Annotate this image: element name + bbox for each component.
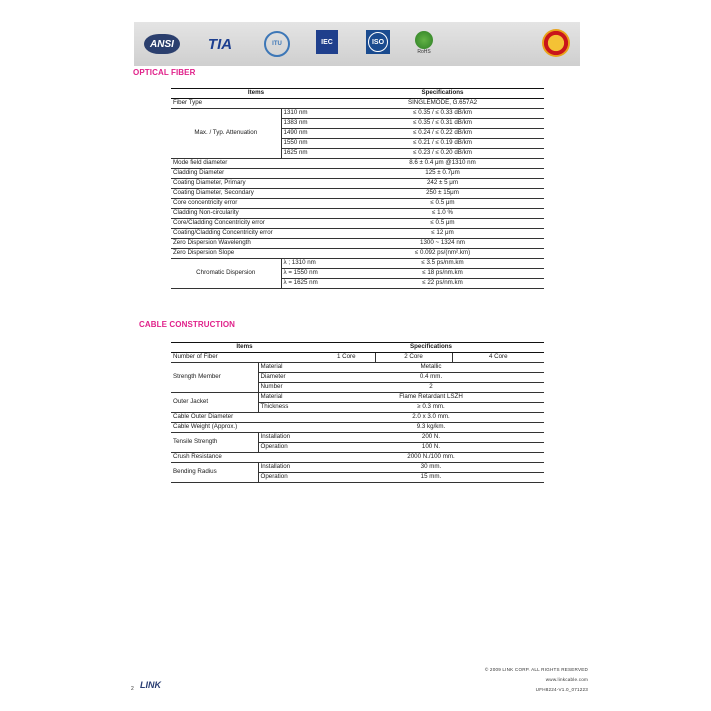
iec-logo: IEC (316, 30, 338, 54)
table-row (171, 179, 544, 189)
tia-logo: TIA (207, 35, 233, 53)
row-label: Tensile Strength (171, 433, 258, 453)
sub-label: Diameter (258, 373, 318, 383)
sub-label: Number (258, 383, 318, 393)
row-label: Cable Weight (Approx.) (171, 423, 318, 433)
table-row (171, 433, 544, 443)
row-label: Core concentricity error (171, 199, 341, 209)
row-label: Outer Jacket (171, 393, 258, 413)
row-value: ≥ 0.3 mm. (318, 403, 544, 413)
row-value: 2000 N./100 mm. (318, 453, 544, 463)
sub-label: Material (258, 363, 318, 373)
row-value: Metallic (318, 363, 544, 373)
row-label: Zero Dispersion Wavelength (171, 239, 341, 249)
table-row (171, 239, 544, 249)
table-row (171, 249, 544, 259)
iso-logo: ISO (366, 30, 390, 54)
row-label: Coating Diameter, Primary (171, 179, 341, 189)
row-value: ≤ 0.5 μm (341, 199, 544, 209)
table-row (171, 423, 544, 433)
row-value: ≤ 0.23 / ≤ 0.20 dB/km (341, 149, 544, 159)
row-value: ≤ 1.0 % (341, 209, 544, 219)
row-value: 242 ± 5 μm (341, 179, 544, 189)
itu-logo: ITU (264, 31, 290, 57)
table-row (171, 169, 544, 179)
row-value: 30 mm. (318, 463, 544, 473)
row-value: ≤ 18 ps/nm.km (341, 269, 544, 279)
table-row (171, 199, 544, 209)
wavelength-cell: 1383 nm (281, 119, 341, 129)
row-label: Bending Radius (171, 463, 258, 483)
row-value: 9.3 kg/km. (318, 423, 544, 433)
table-row (171, 453, 544, 463)
page-number: 2 (131, 686, 134, 692)
header-items: Items (171, 89, 341, 99)
table-row (171, 363, 544, 373)
row-label: Number of Fiber (171, 353, 318, 363)
table-header-row (171, 343, 544, 353)
row-value: SINGLEMODE, G.657A2 (341, 99, 544, 109)
table-row (171, 463, 544, 473)
optical-fiber-title: OPTICAL FIBER (133, 68, 196, 77)
row-value: 1300 ~ 1324 nm (341, 239, 544, 249)
wavelength-cell: 1310 nm (281, 109, 341, 119)
row-value: 15 mm. (318, 473, 544, 483)
row-value: 2.0 x 3.0 mm. (318, 413, 544, 423)
header-items: Items (171, 343, 318, 353)
row-label: Coating Diameter, Secondary (171, 189, 341, 199)
row-value: ≤ 12 μm (341, 229, 544, 239)
wavelength-cell: 1490 nm (281, 129, 341, 139)
wavelength-cell: λ = 1625 nm (281, 279, 341, 289)
table-row (171, 209, 544, 219)
row-value: 125 ± 0.7μm (341, 169, 544, 179)
sub-label: Installation (258, 433, 318, 443)
row-value: 250 ± 15μm (341, 189, 544, 199)
row-value: ≤ 0.35 / ≤ 0.33 dB/km (341, 109, 544, 119)
wavelength-cell: λ ; 1310 nm (281, 259, 341, 269)
cable-construction-table (171, 342, 544, 483)
table-row (171, 353, 544, 363)
sub-label: Operation (258, 473, 318, 483)
row-label: Crush Resistance (171, 453, 318, 463)
row-value: ≤ 0.5 μm (341, 219, 544, 229)
header-specifications: Specifications (341, 89, 544, 99)
wavelength-cell: 1625 nm (281, 149, 341, 159)
row-label: Cladding Diameter (171, 169, 341, 179)
table-row (171, 159, 544, 169)
optical-fiber-table (171, 88, 544, 289)
header-specifications: Specifications (318, 343, 544, 353)
sub-label: Thickness (258, 403, 318, 413)
row-value: 8.6 ± 0.4 μm @1310 nm (341, 159, 544, 169)
award-seal-icon (540, 26, 572, 60)
cable-construction-title: CABLE CONSTRUCTION (139, 320, 236, 329)
document-code: UFH8224-V1.0_071223 (535, 687, 588, 692)
certification-logo-banner (134, 22, 580, 66)
row-value: ≤ 22 ps/nm.km (341, 279, 544, 289)
core-option: 1 Core (318, 353, 375, 363)
table-row (171, 393, 544, 403)
table-row (171, 413, 544, 423)
row-value: Flame Retardant LSZH (318, 393, 544, 403)
row-label: Coating/Cladding Concentricity error (171, 229, 341, 239)
row-value: 200 N. (318, 433, 544, 443)
row-value: ≤ 0.21 / ≤ 0.19 dB/km (341, 139, 544, 149)
ansi-logo: ANSI (144, 34, 180, 54)
link-brand-logo: LINK (140, 680, 161, 690)
row-value: ≤ 3.5 ps/nm.km (341, 259, 544, 269)
table-row (171, 259, 544, 269)
sub-label: Material (258, 393, 318, 403)
table-header-row (171, 89, 544, 99)
row-label: Mode field diameter (171, 159, 341, 169)
table-row (171, 189, 544, 199)
row-value: 0.4 mm. (318, 373, 544, 383)
table-row (171, 109, 544, 119)
row-label: Zero Dispersion Slope (171, 249, 341, 259)
row-value: ≤ 0.24 / ≤ 0.22 dB/km (341, 129, 544, 139)
attenuation-label: Max. / Typ. Attenuation (171, 109, 281, 159)
wavelength-cell: λ = 1550 nm (281, 269, 341, 279)
row-value: 100 N. (318, 443, 544, 453)
row-label: Core/Cladding Concentricity error (171, 219, 341, 229)
table-row (171, 99, 544, 109)
chromatic-dispersion-label: Chromatic Dispersion (171, 259, 281, 289)
row-label: Cladding Non-circularity (171, 209, 341, 219)
website-text: www.linkcable.com (545, 677, 588, 682)
sub-label: Operation (258, 443, 318, 453)
row-label: Strength Member (171, 363, 258, 393)
row-value: ≤ 0.35 / ≤ 0.31 dB/km (341, 119, 544, 129)
sub-label: Installation (258, 463, 318, 473)
core-option: 2 Core (375, 353, 452, 363)
row-label: Cable Outer Diameter (171, 413, 318, 423)
row-value: ≤ 0.092 ps/(nm².km) (341, 249, 544, 259)
rohs-logo: RoHS (413, 29, 435, 57)
wavelength-cell: 1550 nm (281, 139, 341, 149)
copyright-text: © 2009 LINK CORP. ALL RIGHTS RESERVED (484, 667, 588, 672)
row-label: Fiber Type (171, 99, 341, 109)
table-row (171, 229, 544, 239)
core-option: 4 Core (452, 353, 544, 363)
row-value: 2 (318, 383, 544, 393)
table-row (171, 219, 544, 229)
